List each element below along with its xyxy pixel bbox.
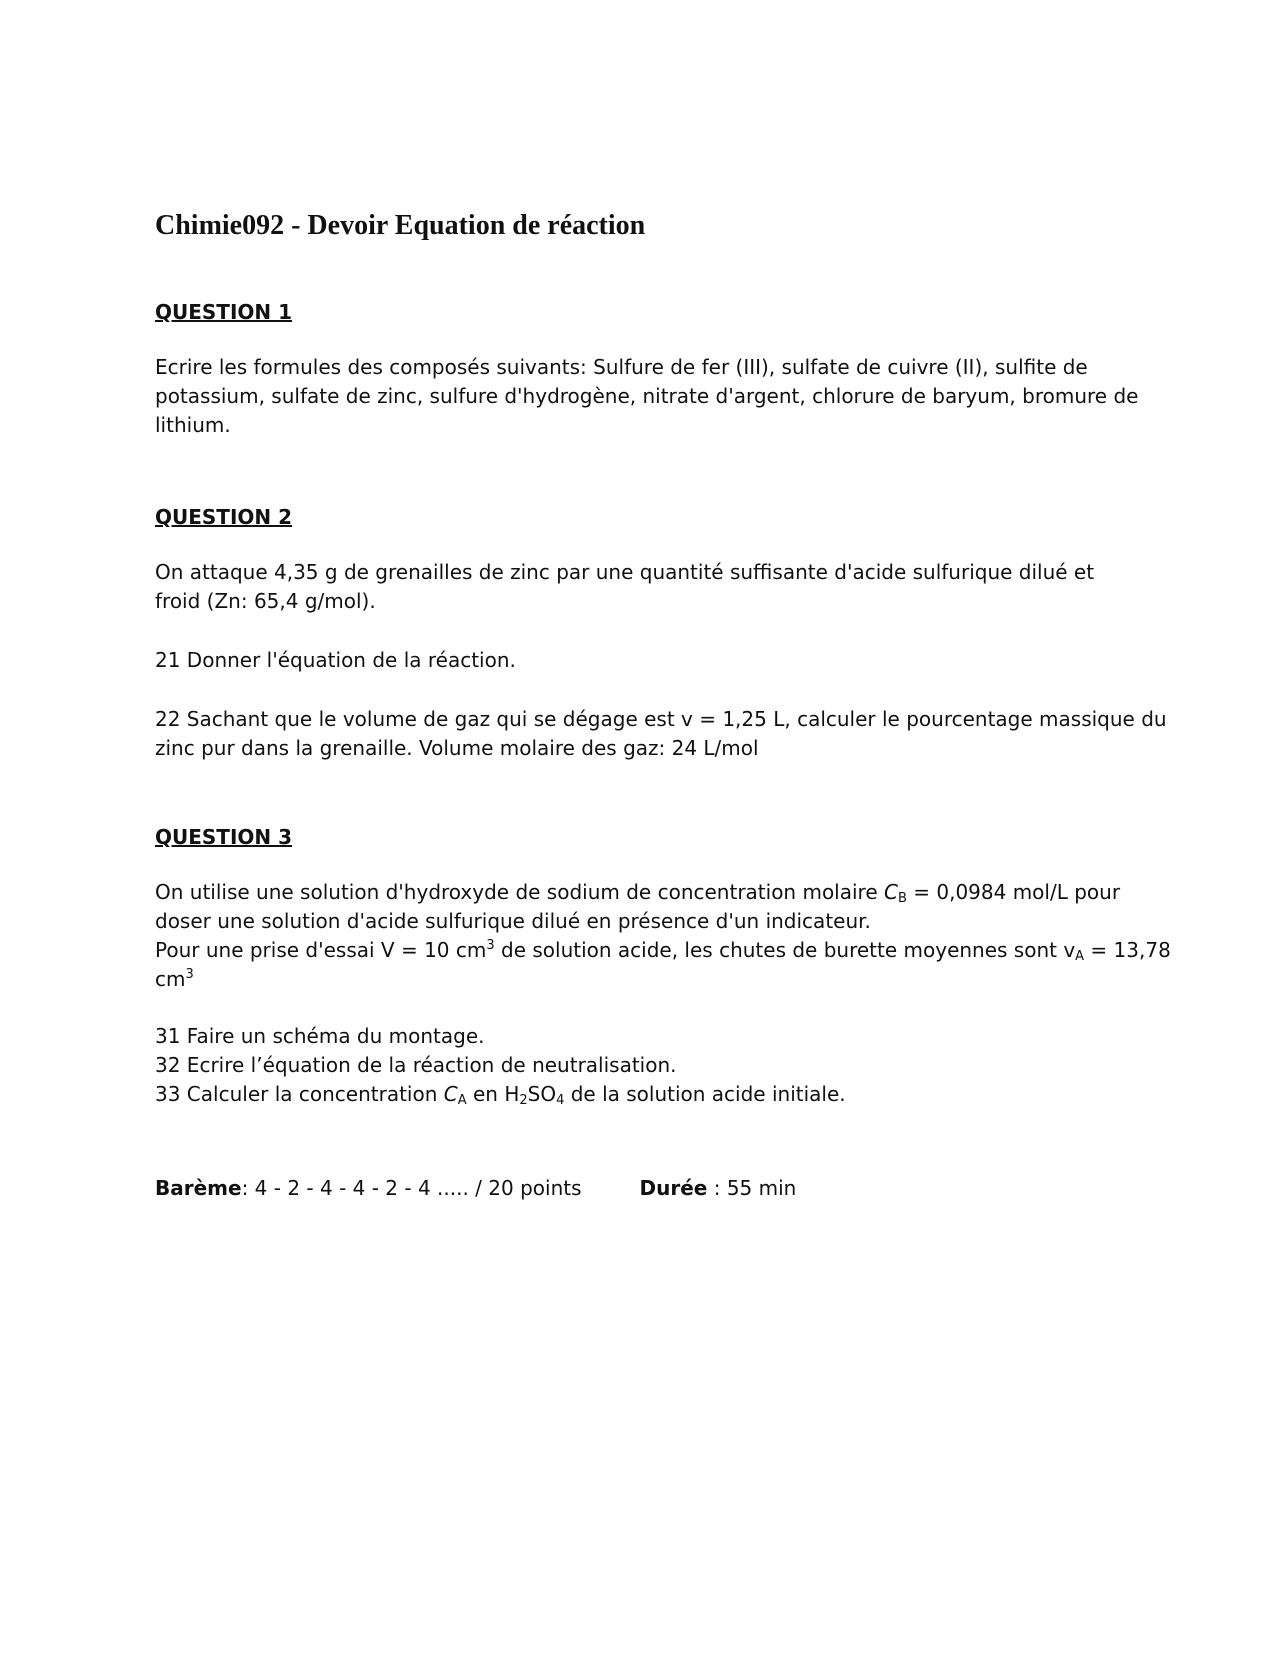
text-segment: de la solution acide initiale. (564, 1082, 846, 1106)
text-line: lithium. (155, 413, 231, 437)
variable-ca: C (443, 1082, 458, 1106)
text-segment: Pour une prise d'essai V = 10 cm (155, 938, 487, 962)
duree-label: Durée (639, 1176, 708, 1200)
question-3-text (155, 878, 1171, 994)
text-line (155, 878, 1125, 907)
superscript: 3 (486, 938, 495, 953)
variable-cb: C (884, 880, 898, 904)
text-line (155, 936, 1171, 965)
text-line: doser une solution d'acide sulfurique dilué en présence d'un indicateur. (155, 909, 871, 933)
subscript: A (1075, 949, 1085, 964)
question-3-heading: QUESTION 3 (155, 825, 293, 849)
text-line: 22 Sachant que le volume de gaz qui se dégage est v = 1,25 L, calculer le pourcentage massique du (155, 707, 1167, 731)
subscript: 2 (519, 1093, 528, 1108)
text-segment: en H (466, 1082, 520, 1106)
question-3-items (155, 1022, 1125, 1109)
superscript: 3 (185, 967, 194, 982)
text-segment: SO (527, 1082, 557, 1106)
text-line (155, 965, 1125, 994)
text-segment: On utilise une solution d'hydroxyde de sodium de concentration molaire (155, 880, 884, 904)
text-segment: cm (155, 967, 186, 991)
grading-footer (155, 1176, 796, 1200)
document-title: Chimie092 - Devoir Equation de réaction (155, 210, 646, 241)
list-item: 32 Ecrire l’équation de la réaction de neutralisation. (155, 1053, 677, 1077)
subscript: 4 (556, 1093, 565, 1108)
text-segment: = 13,78 (1084, 938, 1171, 962)
question-2-intro (155, 558, 1125, 616)
text-line: On attaque 4,35 g de grenailles de zinc par une quantité suffisante d'acide sulfurique dilué et (155, 560, 1095, 584)
bareme-value: : 4 - 2 - 4 - 4 - 2 - 4 ..... / 20 points (241, 1176, 582, 1200)
text-line: froid (Zn: 65,4 g/mol). (155, 589, 376, 613)
text-line: potassium, sulfate de zinc, sulfure d'hydrogène, nitrate d'argent, chlorure de baryum, bromure de (155, 384, 1139, 408)
question-2-heading: QUESTION 2 (155, 505, 293, 529)
list-item (155, 1080, 1125, 1109)
question-2-item-22 (155, 705, 1167, 763)
subscript: B (897, 891, 907, 906)
text-segment: 33 Calculer la concentration (155, 1082, 444, 1106)
text-line: 21 Donner l'équation de la réaction. (155, 648, 516, 672)
list-item: 31 Faire un schéma du montage. (155, 1024, 485, 1048)
question-1-text (155, 353, 1139, 440)
subscript: A (457, 1093, 467, 1108)
question-2-item-21 (155, 646, 1125, 675)
bareme-label: Barème (155, 1176, 242, 1200)
text-segment: de solution acide, les chutes de burette moyennes sont v (494, 938, 1076, 962)
text-line: zinc pur dans la grenaille. Volume molaire des gaz: 24 L/mol (155, 736, 759, 760)
question-1-heading: QUESTION 1 (155, 300, 293, 324)
text-segment: = 0,0984 mol/L pour (906, 880, 1121, 904)
duree-value: : 55 min (707, 1176, 797, 1200)
text-line: Ecrire les formules des composés suivants: Sulfure de fer (III), sulfate de cuivre (II), sulfite de (155, 355, 1088, 379)
